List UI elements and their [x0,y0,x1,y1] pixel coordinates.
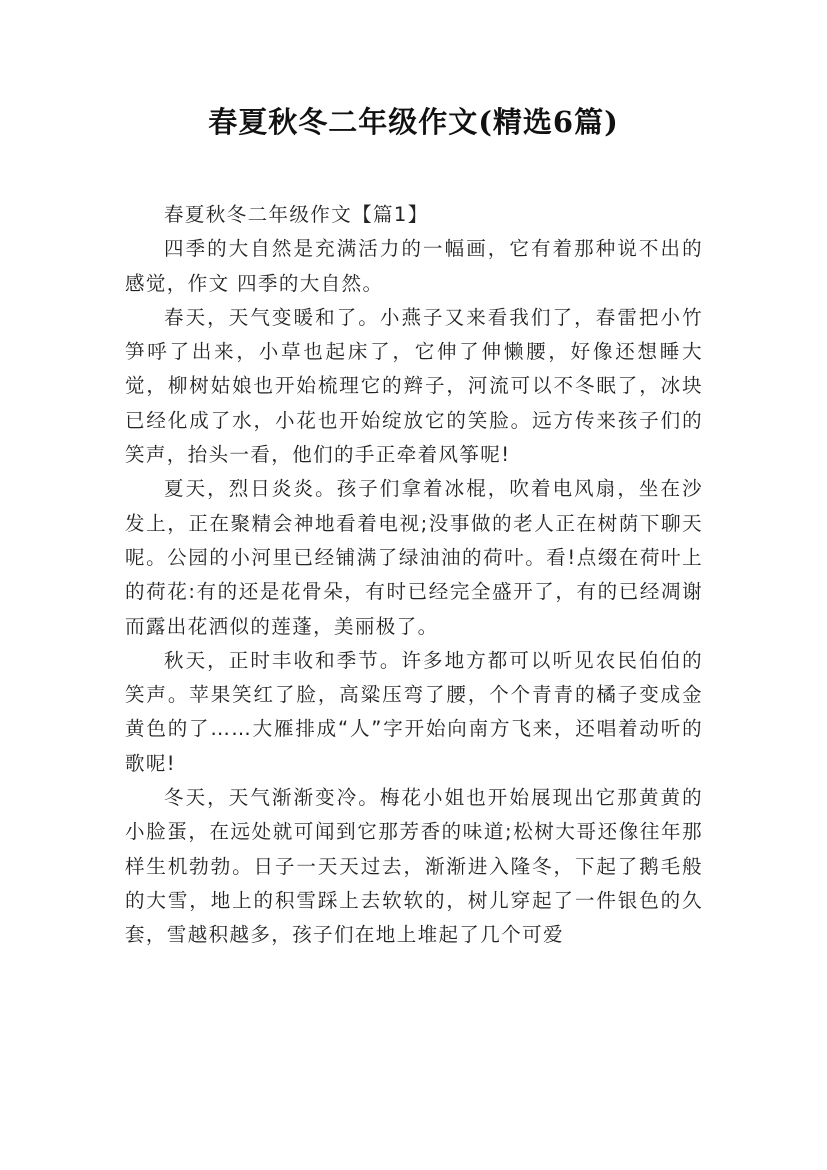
paragraph-intro: 四季的大自然是充满活力的一幅画，它有着那种说不出的感觉，作文 四季的大自然。 [125,237,703,295]
paragraph-spring: 春天，天气变暖和了。小燕子又来看我们了，春雷把小竹笋呼了出来，小草也起床了，它伸了伸懒腰，好像还想睡大觉，柳树姑娘也开始梳理它的辫子，河流可以不冬眠了，冰块已经化成了水，小花也开始绽放它的笑脸。远方传来孩子们的笑声，抬头一看，他们的手正牵着风筝呢! [125,305,703,467]
paragraph-autumn: 秋天，正时丰收和季节。许多地方都可以听见农民伯伯的笑声。苹果笑红了脸，高粱压弯了腰，个个青青的橘子变成金黄色的了……大雁排成“人”字开始向南方飞来，还唱着动听的歌呢! [125,648,703,775]
paragraph-winter: 冬天，天气渐渐变冷。梅花小姐也开始展现出它那黄黄的小脸蛋，在远处就可闻到它那芳香的味道;松树大哥还像往年那样生机勃勃。日子一天天过去，渐渐进入隆冬，下起了鹅毛般的大雪，地上的积雪踩上去软软的，树儿穿起了一件银色的久套，雪越积越多，孩子们在地上堆起了几个可爱 [125,786,703,947]
section-heading: 春夏秋冬二年级作文【篇1】 [164,203,429,226]
paragraph-summer: 夏天，烈日炎炎。孩子们拿着冰棍，吹着电风扇，坐在沙发上，正在聚精会神地看着电视;没事做的老人正在树荫下聊天呢。公园的小河里已经铺满了绿油油的荷叶。看!点缀在荷叶上的荷花:有的还是花骨朵，有时已经完全盛开了，有的已经凋谢而露出花洒似的莲蓬，美丽极了。 [125,477,703,638]
document-title: 春夏秋冬二年级作文(精选6篇) [208,105,619,139]
document-body [125,198,703,953]
